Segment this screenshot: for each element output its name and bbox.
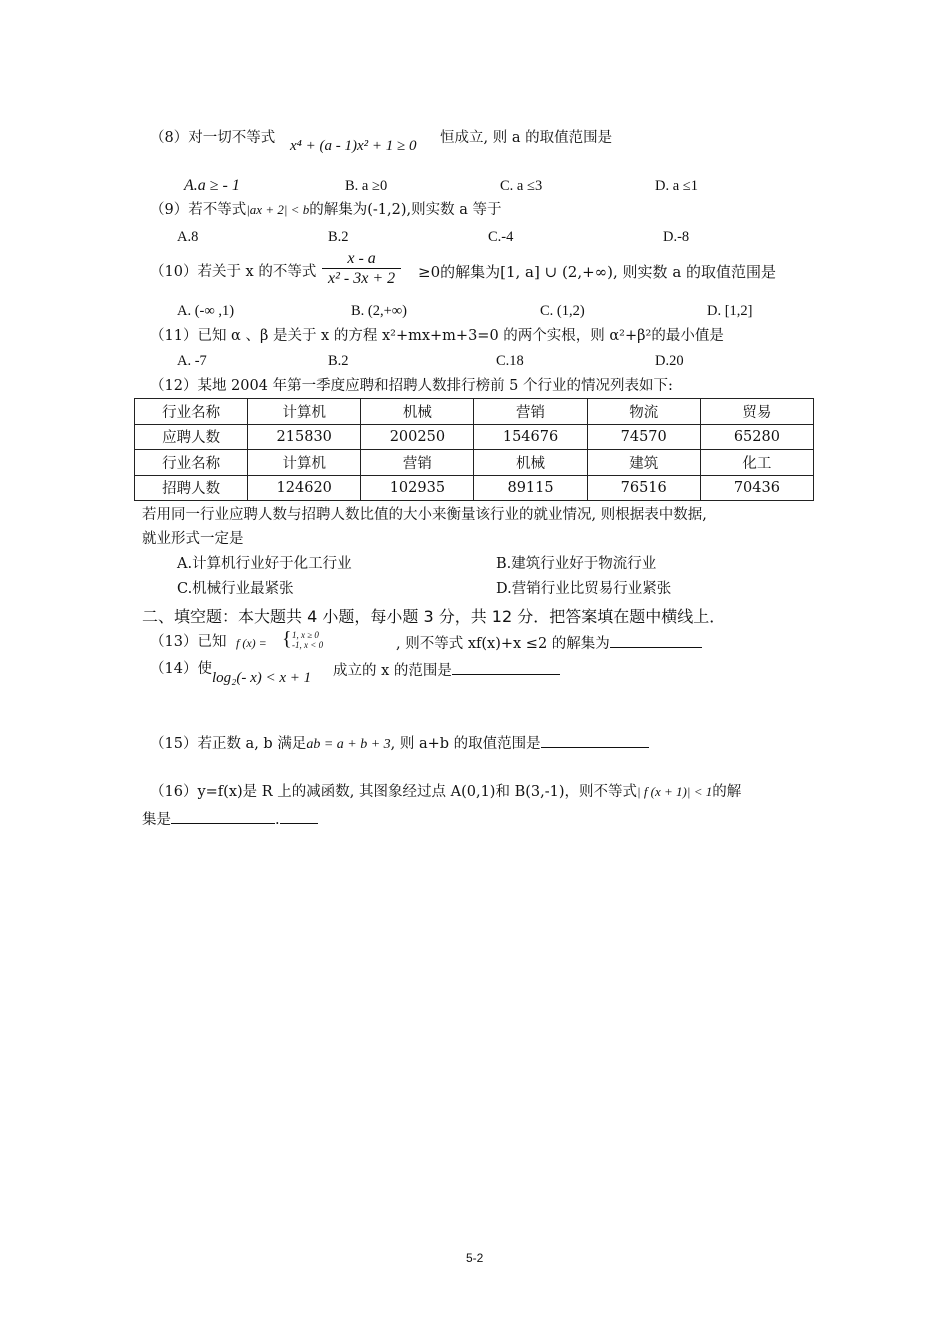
q10-fraction: [322, 250, 401, 289]
q9-option-d: D.-8: [663, 229, 690, 245]
q15-stem-text-b: , 则 a+b 的取值范围是: [390, 736, 541, 752]
q11-option-a: A. -7: [177, 353, 207, 369]
table-row: [135, 424, 814, 450]
q13-stem-text: , 则不等式 xf(x)+x ≤2 的解集为: [396, 636, 610, 652]
q15-answer-blank[interactable]: [541, 732, 649, 748]
q15-stem-text-a: （15）若正数 a, b 满足: [150, 736, 307, 752]
table-cell: 计算机: [248, 399, 361, 425]
q16-inequality: | f (x + 1)| < 1: [637, 784, 713, 799]
q8-option-d: D. a ≤1: [655, 178, 698, 194]
q13-stem-tail: [396, 632, 702, 654]
q9-stem: [150, 200, 501, 220]
table-cell: 招聘人数: [135, 475, 248, 501]
q12-stem: （12）某地 2004 年第一季度应聘和招聘人数排行榜前 5 个行业的情况列表如下:: [150, 378, 673, 394]
table-cell: 机械: [361, 399, 474, 425]
q12-option-c: C.机械行业最紧张: [177, 581, 294, 597]
q13-stem: （13）已知: [150, 634, 227, 650]
q9-option-a: A.8: [177, 229, 199, 245]
page-number: 5-2: [466, 1251, 484, 1265]
table-cell: 应聘人数: [135, 424, 248, 450]
q8-option-c: C. a ≤3: [500, 178, 543, 194]
table-cell: 89115: [474, 475, 587, 501]
q14-stem-tail: [333, 659, 560, 681]
table-cell: 76516: [587, 475, 700, 501]
table-row: [135, 450, 814, 476]
q10-stem-tail: ≥0的解集为[1, a] ∪ (2,+∞), 则实数 a 的取值范围是: [418, 263, 777, 281]
table-cell: 154676: [474, 424, 587, 450]
q9-inequality: |ax + 2| < b: [246, 202, 310, 217]
q8-option-b: B. a ≥0: [345, 178, 388, 194]
q11-option-d: D.20: [655, 353, 684, 369]
q16-stem-line2: [142, 808, 318, 830]
table-cell: 化工: [700, 450, 813, 476]
q8-option-a: A.a ≥ - 1: [184, 177, 240, 194]
table-cell: 营销: [474, 399, 587, 425]
q11-stem: （11）已知 α 、β 是关于 x 的方程 x²+mx+m+3=0 的两个实根，则 α²+β²的最小值是: [150, 328, 724, 344]
q12-followup-2: 就业形式一定是: [142, 531, 244, 547]
q11-option-b: B.2: [328, 353, 349, 369]
q15-equation: ab = a + b + 3: [306, 737, 391, 752]
q14-answer-blank[interactable]: [452, 659, 560, 675]
q10-fraction-numerator: x - a: [347, 250, 376, 267]
q13-case-1: 1, x ≥ 0: [292, 630, 319, 640]
q16-answer-blank-2[interactable]: [280, 808, 318, 824]
table-cell: 124620: [248, 475, 361, 501]
q9-option-c: C.-4: [488, 229, 514, 245]
q10-option-d: D. [1,2]: [707, 303, 753, 319]
table-cell: 物流: [587, 399, 700, 425]
table-cell: 200250: [361, 424, 474, 450]
q14-stem-text: 成立的 x 的范围是: [333, 663, 452, 679]
q16-answer-blank-1[interactable]: [171, 808, 275, 824]
q10-option-a: A. (-∞ ,1): [177, 303, 235, 319]
q13-answer-blank[interactable]: [610, 632, 702, 648]
q10-option-b: B. (2,+∞): [351, 303, 407, 319]
q12-option-d: D.营销行业比贸易行业紧张: [496, 581, 672, 597]
q16-stem-text-b: 的解: [712, 784, 742, 800]
q12-followup-1: 若用同一行业应聘人数与招聘人数比值的大小来衡量该行业的就业情况, 则根据表中数据,: [142, 507, 707, 523]
q8-stem: [150, 128, 275, 148]
table-cell: 102935: [361, 475, 474, 501]
q12-option-a: A.计算机行业好于化工行业: [177, 556, 352, 572]
q16-stem-text-c: 集是: [142, 812, 171, 828]
q9-stem-text-a: （9）若不等式: [150, 202, 247, 218]
table-cell: 行业名称: [135, 399, 248, 425]
table-cell: 营销: [361, 450, 474, 476]
q10-fraction-body: [322, 250, 401, 289]
section-heading: 二、填空题：本大题共 4 小题，每小题 3 分，共 12 分．把答案填在题中横线上．: [142, 607, 726, 626]
q13-case-2: -1, x < 0: [292, 640, 324, 650]
table-cell: 贸易: [700, 399, 813, 425]
q10-fraction-denominator: x² - 3x + 2: [322, 268, 401, 289]
table-row: [135, 475, 814, 501]
q10-stem: （10）若关于 x 的不等式: [150, 264, 317, 280]
q10-option-c: C. (1,2): [540, 303, 585, 319]
table-row: [135, 399, 814, 425]
job-stats-table: [134, 398, 814, 501]
q13-function: f (x) =: [236, 636, 267, 650]
q12-option-b: B.建筑行业好于物流行业: [496, 556, 657, 572]
table-cell: 行业名称: [135, 450, 248, 476]
table-cell: 215830: [248, 424, 361, 450]
q15-stem: [150, 732, 649, 755]
table-cell: 65280: [700, 424, 813, 450]
q8-stem-text-a: （8）对一切不等式: [150, 130, 276, 146]
q13-brace: {: [282, 628, 292, 650]
q11-option-c: C.18: [496, 353, 524, 369]
table-cell: 计算机: [248, 450, 361, 476]
q9-option-b: B.2: [328, 229, 349, 245]
q14-inequality: log₂(- x) < x + 1: [212, 670, 312, 686]
table-cell: 74570: [587, 424, 700, 450]
q8-stem-tail: 恒成立, 则 a 的取值范围是: [440, 130, 613, 146]
q16-period: .: [275, 812, 280, 828]
q9-stem-text-b: 的解集为(-1,2),则实数 a 等于: [309, 202, 502, 218]
q8-inequality: x⁴ + (a - 1)x² + 1 ≥ 0: [290, 138, 417, 154]
table-cell: 机械: [474, 450, 587, 476]
q16-stem: [150, 782, 741, 802]
q14-stem: （14）使: [150, 661, 212, 677]
table-cell: 70436: [700, 475, 813, 501]
q16-stem-text-a: （16）y=f(x)是 R 上的减函数, 其图象经过点 A(0,1)和 B(3,-1)，则不等式: [150, 784, 637, 800]
table-cell: 建筑: [587, 450, 700, 476]
